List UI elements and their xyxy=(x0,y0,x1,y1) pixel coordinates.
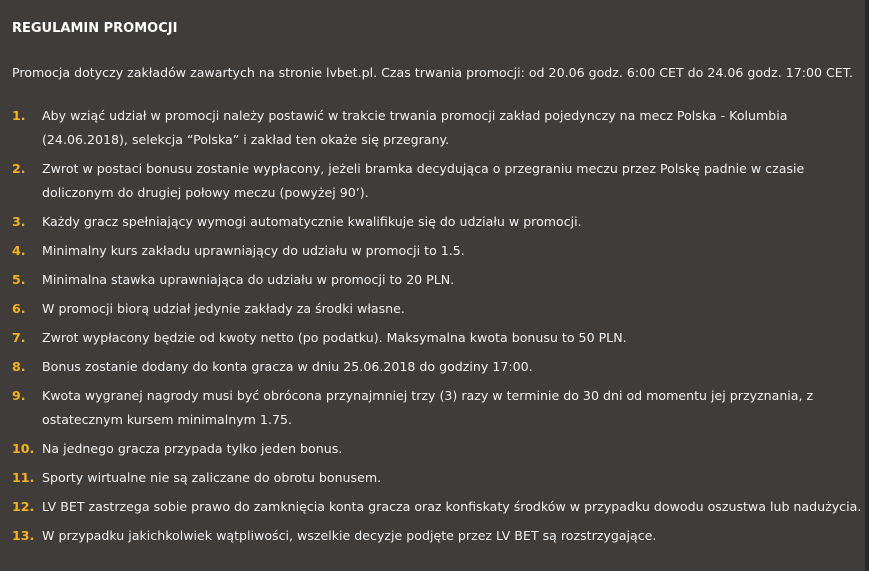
rule-text: Minimalny kurs zakładu uprawniający do udziału w promocji to 1.5. xyxy=(42,243,465,258)
rule-item-3 xyxy=(12,210,862,234)
rule-number: 12. xyxy=(12,499,35,514)
rule-text: Zwrot w postaci bonusu zostanie wypłacony, jeżeli bramka decydująca o przegraniu meczu przez Polskę padnie w czasie doliczonym do drugiej połowy meczu (powyżej 90’). xyxy=(42,161,805,200)
rule-text: Kwota wygranej nagrody musi być obrócona przynajmniej trzy (3) razy w terminie do 30 dni od momentu jej przyznania, z ostatecznym kursem minimalnym 1.75. xyxy=(42,388,814,427)
rule-text: Minimalna stawka uprawniająca do udziału w promocji to 20 PLN. xyxy=(42,272,455,287)
right-edge-divider xyxy=(865,0,869,571)
rule-number: 9. xyxy=(12,388,26,403)
rule-number: 8. xyxy=(12,359,26,374)
rule-item-10 xyxy=(12,437,862,461)
rule-text: W przypadku jakichkolwiek wątpliwości, wszelkie decyzje podjęte przez LV BET są rozstrzygające. xyxy=(42,528,657,543)
rule-text: Na jednego gracza przypada tylko jeden bonus. xyxy=(42,441,343,456)
rule-text: LV BET zastrzega sobie prawo do zamknięcia konta gracza oraz konfiskaty środków w przypadku dowodu oszustwa lub nadużycia. xyxy=(42,499,862,514)
rule-number: 10. xyxy=(12,441,35,456)
rule-number: 4. xyxy=(12,243,26,258)
page-title: REGULAMIN PROMOCJI xyxy=(12,21,178,36)
rule-item-2 xyxy=(12,157,862,204)
rule-item-8 xyxy=(12,355,862,379)
rule-text: Zwrot wypłacony będzie od kwoty netto (po podatku). Maksymalna kwota bonusu to 50 PLN. xyxy=(42,330,627,345)
intro-text: Promocja dotyczy zakładów zawartych na stronie lvbet.pl. Czas trwania promocji: od 20.06 godz. 6:00 CET do 24.06 godz. 17:00 CET. xyxy=(12,65,853,80)
rule-number: 1. xyxy=(12,108,26,123)
rule-item-13 xyxy=(12,524,862,548)
rule-item-11 xyxy=(12,466,862,490)
rule-number: 13. xyxy=(12,528,35,543)
rule-number: 5. xyxy=(12,272,26,287)
rule-item-4 xyxy=(12,239,862,263)
rule-number: 7. xyxy=(12,330,26,345)
rule-item-9 xyxy=(12,384,862,431)
rule-number: 2. xyxy=(12,161,26,176)
rule-text: Sporty wirtualne nie są zaliczane do obrotu bonusem. xyxy=(42,470,382,485)
rule-number: 11. xyxy=(12,470,35,485)
rule-item-12 xyxy=(12,495,862,519)
rule-number: 6. xyxy=(12,301,26,316)
rule-text: Aby wziąć udział w promocji należy postawić w trakcie trwania promocji zakład pojedynczy na mecz Polska - Kolumbia (24.06.2018), selekcja “Polska” i zakład ten okaże się przegrany. xyxy=(42,108,788,147)
rule-text: Bonus zostanie dodany do konta gracza w dniu 25.06.2018 do godziny 17:00. xyxy=(42,359,533,374)
rule-text: Każdy gracz spełniający wymogi automatycznie kwalifikuje się do udziału w promocji. xyxy=(42,214,582,229)
rule-item-6 xyxy=(12,297,862,321)
rule-item-1 xyxy=(12,104,862,151)
rule-item-7 xyxy=(12,326,862,350)
rule-number: 3. xyxy=(12,214,26,229)
rule-item-5 xyxy=(12,268,862,292)
rule-text: W promocji biorą udział jedynie zakłady za środki własne. xyxy=(42,301,405,316)
